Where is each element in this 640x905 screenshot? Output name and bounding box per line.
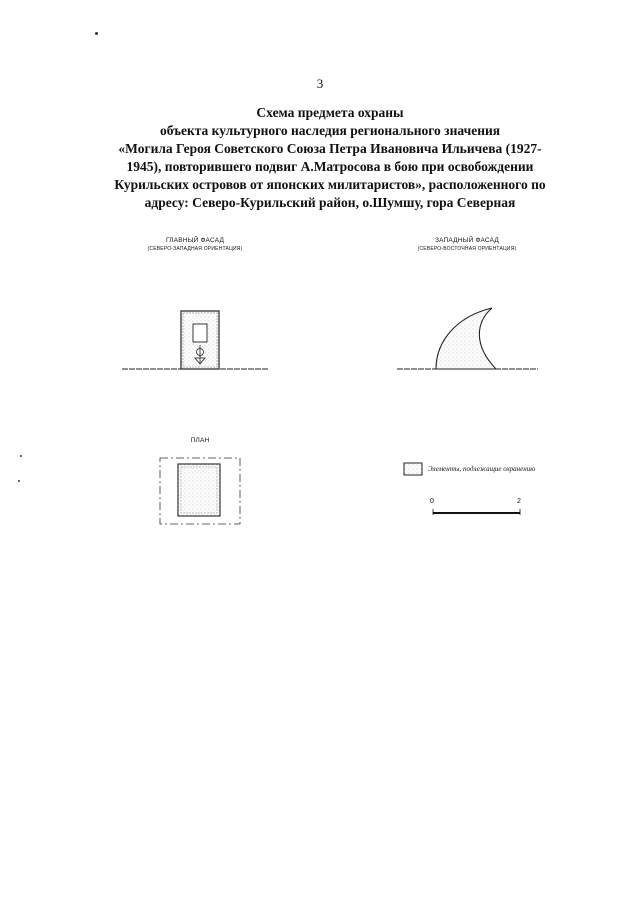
scan-speck <box>20 455 22 457</box>
title-line-3: «Могила Героя Советского Союза Петра Ивановича Ильичева (1927- <box>118 141 542 156</box>
scan-speck <box>95 32 98 35</box>
main-facade-sublabel: (СЕВЕРО-ЗАПАДНАЯ ОРИЕНТАЦИЯ) <box>147 246 243 252</box>
page-number: 3 <box>316 76 324 91</box>
scan-speck <box>18 480 20 482</box>
plan-label: ПЛАН <box>190 437 210 444</box>
main-facade-label: ГЛАВНЫЙ ФАСАД <box>165 237 225 244</box>
title-line-4: 1945), повторившего подвиг А.Матросова в бою при освобождении <box>126 159 534 174</box>
scale-end: 2 <box>517 498 521 505</box>
plan-monument <box>178 464 220 516</box>
monument-profile <box>436 308 496 369</box>
scale-bar <box>433 509 520 515</box>
main-facade-drawing <box>122 311 268 369</box>
legend-drawing <box>404 463 422 475</box>
west-facade-sublabel: (СЕВЕРО-ВОСТОЧНАЯ ОРИЕНТАЦИЯ) <box>417 246 517 252</box>
legend-label: Элементы, подлежащие охранению <box>428 465 536 473</box>
plan-drawing <box>160 458 240 524</box>
title-line-5: Курильских островов от японских милитаристов», расположенного по <box>114 177 546 192</box>
title-line-2: объекта культурного наследия регионального значения <box>159 123 501 138</box>
legend-swatch <box>404 463 422 475</box>
title-line-1: Схема предмета охраны <box>256 105 404 120</box>
west-facade-drawing <box>397 308 538 369</box>
title-line-6: адресу: Северо-Курильский район, о.Шумшу, гора Северная <box>144 195 516 210</box>
scale-start: 0 <box>430 498 434 505</box>
memorial-plaque <box>193 324 207 342</box>
west-facade-label: ЗАПАДНЫЙ ФАСАД <box>434 237 500 244</box>
